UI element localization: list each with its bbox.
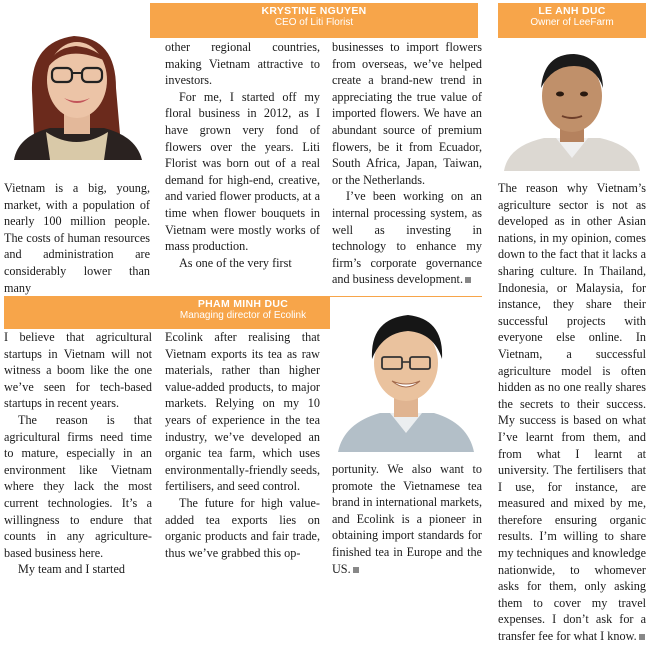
leanhduc-text: The reason why Vietnam’s agriculture sector is not as developed as in other Asian nations, in my opinion, comes down to the fact that it lacks a sharing culture. In Thailand, Indonesia, or Malaysia, for instance, they share their successful projects with everyone else online. In Vietnam, a successful agriculture model is often hidden as no one really shares the secrets to their success. My success is based on what I’ve learnt from them, and from what I learnt at university. The fertilisers that I use, for instance, are measured and mixed by me, therefore ensuring organic results. I’m willing to share my techniques and knowledge nationwide, to whomever asks for them, only asking them to cover my travel expenses. I don’t ask for a transfer fee for what I know. bbox=[498, 181, 646, 644]
end-mark-icon bbox=[639, 634, 645, 640]
phamminhduc-final-text: portunity. We also want to promote the Vietnamese tea brand in international markets, and Ecolink is a pioneer in obtaining import standards for finished tea in Europe and the US. bbox=[332, 462, 482, 576]
leanhduc-col bbox=[498, 180, 646, 645]
krystine-final-text: I’ve been working on an internal processing system, as well as investing in technology to enhance my firm’s corporate governance and business development. bbox=[332, 189, 482, 287]
krystine-name: KRYSTINE NGUYEN bbox=[261, 5, 367, 17]
leanhduc-role: Owner of LeeFarm bbox=[530, 17, 614, 29]
phamminhduc-para: My team and I started bbox=[18, 562, 125, 577]
leanhduc-name: LE ANH DUC bbox=[538, 5, 606, 17]
krystine-para: As one of the very first bbox=[179, 255, 292, 270]
leanhduc-para bbox=[498, 180, 646, 645]
krystine-para bbox=[332, 188, 482, 288]
krystine-photo bbox=[4, 12, 150, 160]
krystine-para: Vietnam is a big, young, market, with a population of nearly 100 million people. The costs of human resources and administration are considerably lower than many bbox=[4, 181, 150, 295]
krystine-role: CEO of Liti Florist bbox=[274, 17, 354, 29]
phamminhduc-name: PHAM MINH DUC bbox=[197, 298, 289, 310]
krystine-col3 bbox=[332, 39, 482, 288]
phamminhduc-para: The reason is that agricultural firms need time to mature, especially in an environment like Vietnam where they lack the most current technologies. It’s a willingness to endure that counts in any agriculture-based business here. bbox=[4, 412, 152, 560]
end-mark-icon bbox=[353, 567, 359, 573]
krystine-para: For me, I started off my floral business in 2012, as I have grown very fond of flowers over the years. Liti Florist was born out of a real demand for high-end, creative, and varied flower products, at a time when flower bouquets in Vietnam were mostly works of mass production. bbox=[165, 89, 320, 254]
phamminhduc-col3 bbox=[332, 461, 482, 577]
phamminhduc-para bbox=[332, 461, 482, 577]
krystine-col1 bbox=[4, 180, 150, 296]
end-mark-icon bbox=[465, 277, 471, 283]
krystine-col2 bbox=[165, 39, 320, 271]
phamminhduc-role: Managing director of Ecolink bbox=[179, 310, 307, 322]
krystine-para: businesses to import flowers from overseas, we’ve helped create a brand-new trend in appreciating the true value of imported flowers. We have an abundant source of premium flowers, be it from Ecuador, South Africa, Japan, Taiwan, or the Netherlands. bbox=[332, 40, 482, 187]
krystine-para: other regional countries, making Vietnam attractive to investors. bbox=[165, 40, 320, 88]
leanhduc-photo bbox=[498, 38, 646, 171]
phamminhduc-col2 bbox=[165, 329, 320, 561]
phamminhduc-para: The future for high value-added tea exports lies on organic products and fair trade, thus we’ve grabbed this op- bbox=[165, 495, 320, 560]
krystine-header bbox=[150, 3, 478, 38]
phamminhduc-photo bbox=[330, 297, 482, 452]
phamminhduc-para: I believe that agricultural startups in Vietnam will not witness a boom like the one we’ve seen for tech-based startups in recent years. bbox=[4, 330, 152, 411]
phamminhduc-para: Ecolink after realising that Vietnam exports its tea as raw materials, rather than higher value-added products, to major markets. Relying on my 10 years of experience in the tea industry, we’ve developed an organic tea farm, which uses environmentally-friendly seeds, fertilisers, and seed control. bbox=[165, 330, 321, 494]
leanhduc-header bbox=[498, 3, 646, 38]
phamminhduc-col1 bbox=[4, 329, 152, 578]
